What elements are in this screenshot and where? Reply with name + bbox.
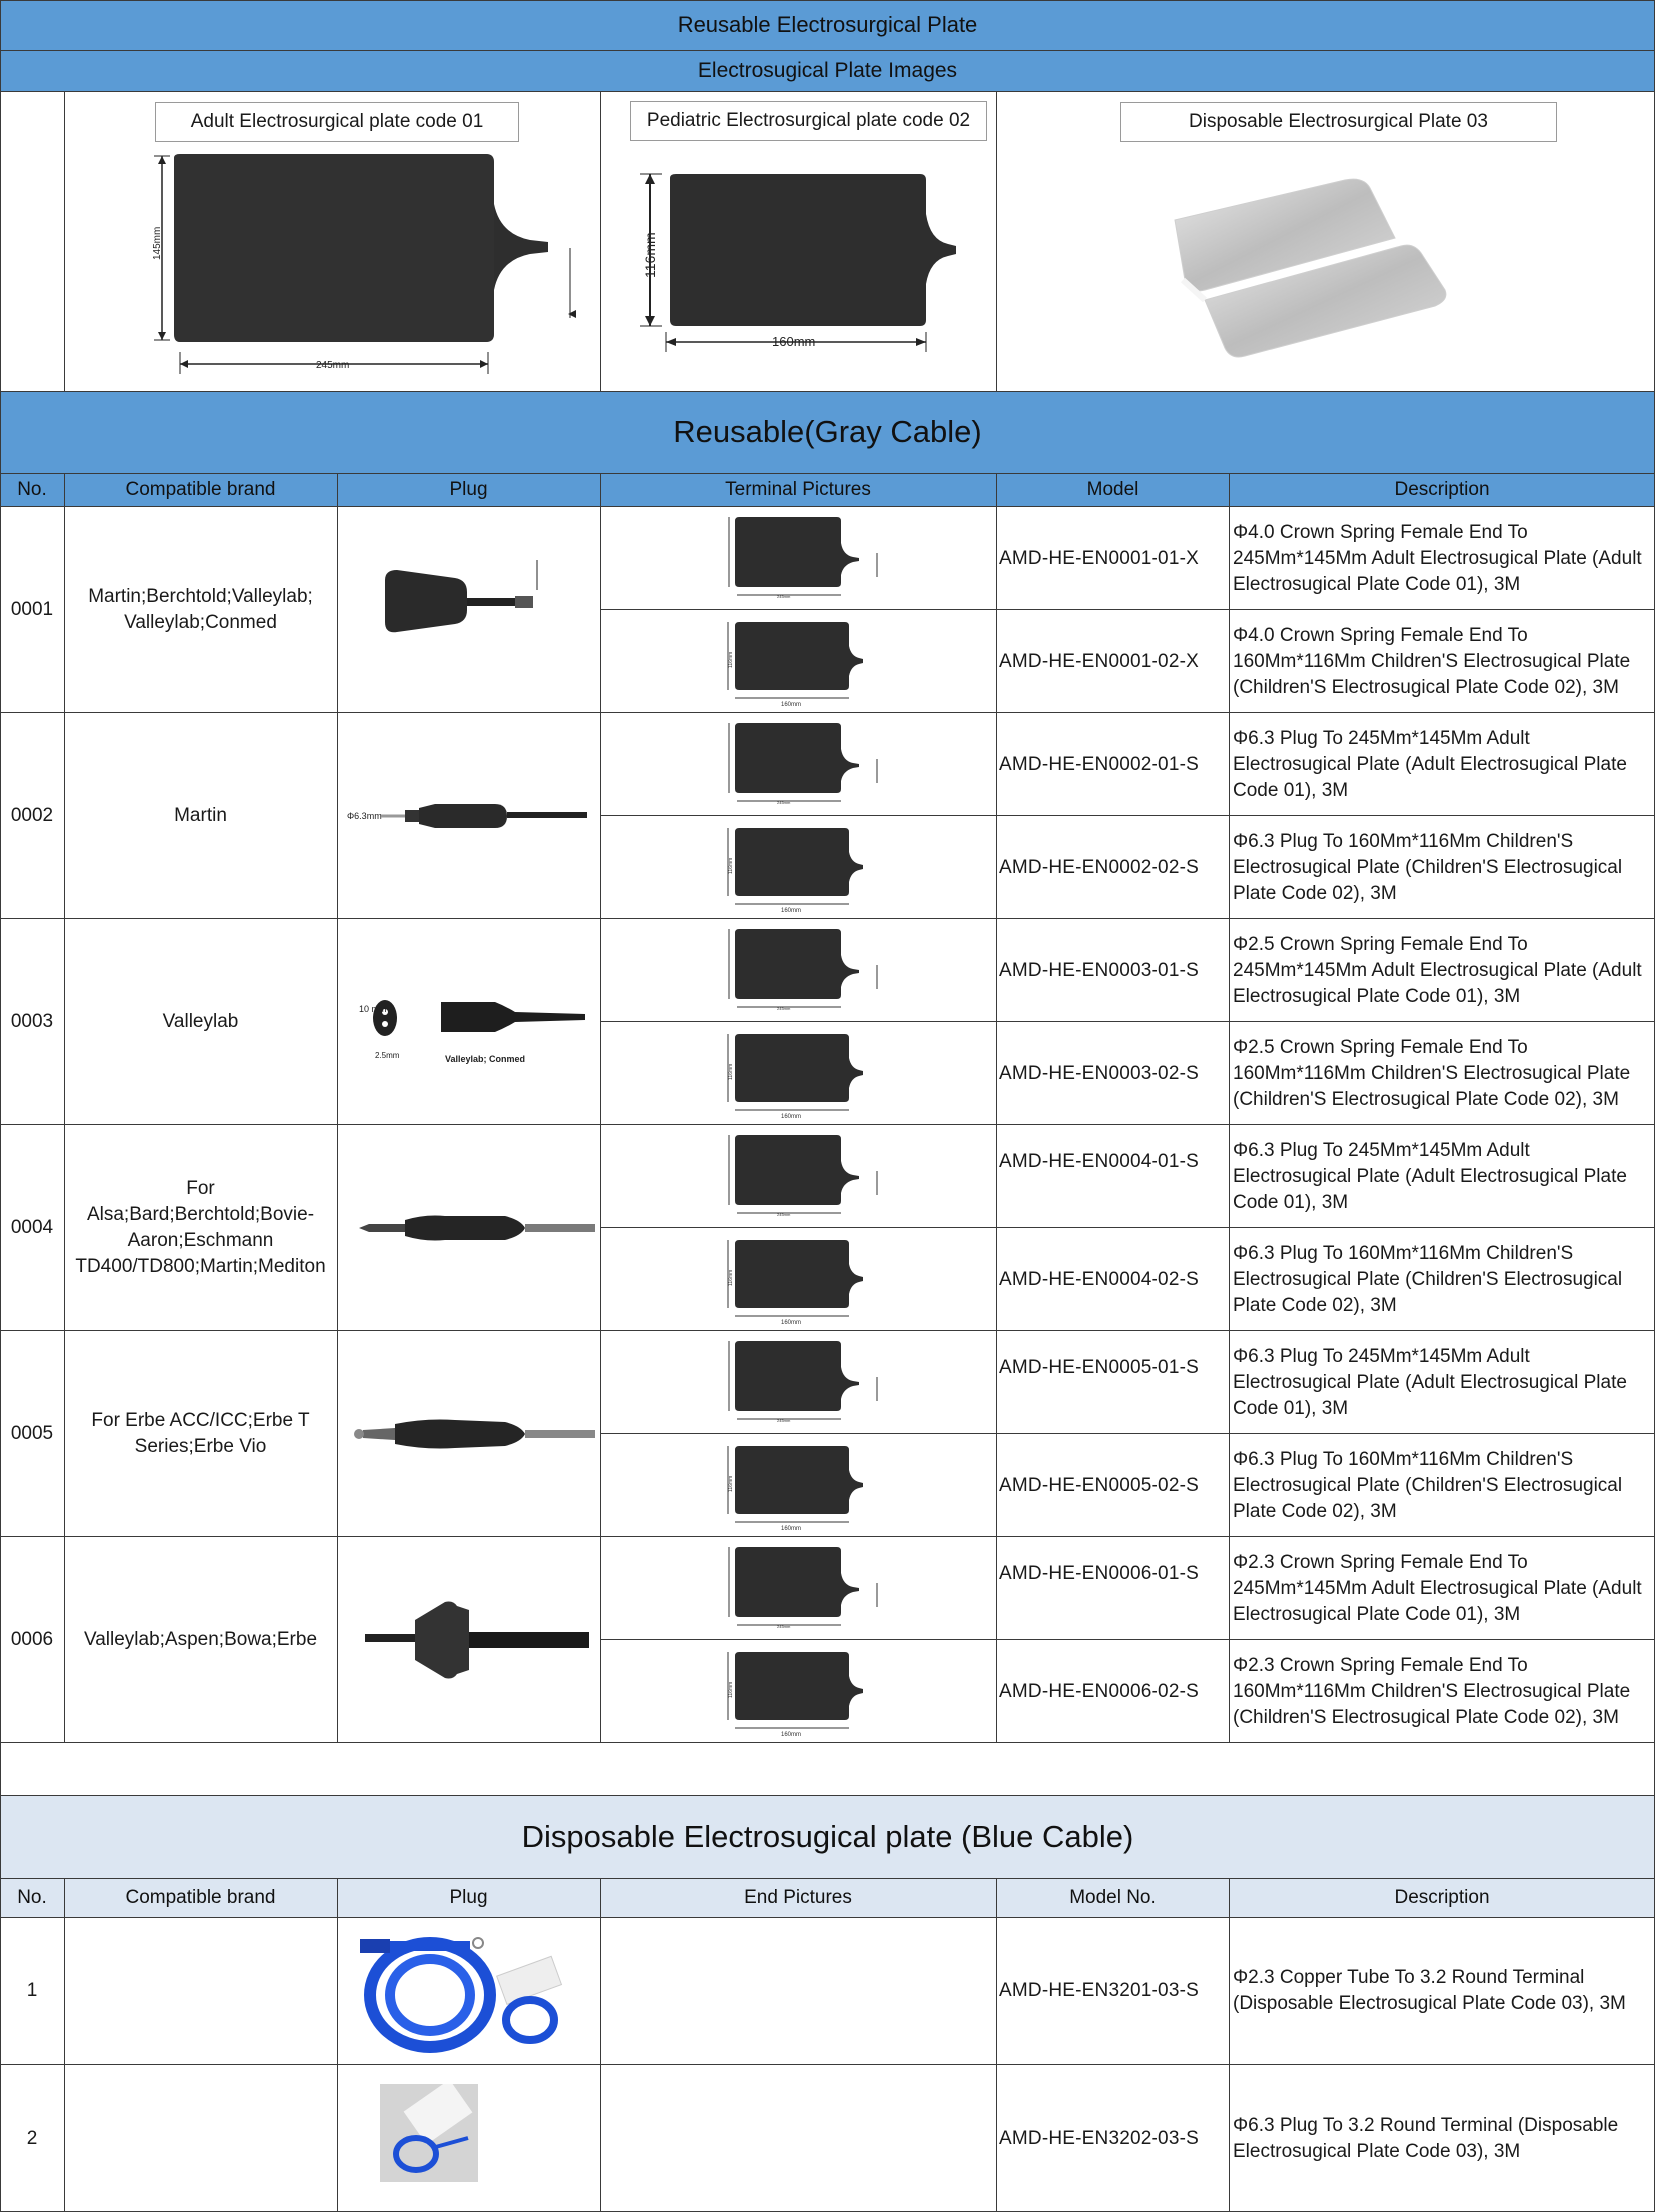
grid-line	[0, 1124, 1655, 1125]
grid-line	[600, 815, 1655, 816]
group-2-row-1-model: AMD-HE-EN0002-01-S	[999, 753, 1199, 775]
group-3-plug-image	[345, 962, 595, 1082]
images-title: Electrosugical Plate Images	[697, 59, 958, 82]
header-terminal-pictures: Terminal Pictures	[725, 479, 871, 500]
group-2-terminal-thumb-1	[725, 719, 885, 811]
grid-line	[64, 91, 65, 391]
grid-line	[0, 1330, 1655, 1331]
group-3-plug-label-3: Valleylab; Conmed	[445, 1054, 526, 1064]
grid-line	[600, 1639, 1655, 1640]
thumb-dim-w: 245mm	[777, 1212, 791, 1217]
thumb-dim-w2: 160mm	[781, 908, 802, 914]
grid-line	[64, 474, 65, 1743]
images-title-bar	[0, 51, 1655, 91]
thumb-dim-w: 245mm	[777, 1624, 791, 1629]
group-1-row-2-model: AMD-HE-EN0001-02-X	[999, 650, 1199, 672]
header-model: Model	[1086, 479, 1139, 500]
group-6-row-1-model: AMD-HE-EN0006-01-S	[999, 1563, 1199, 1584]
thumb-dim-w: 245mm	[777, 800, 791, 805]
d-header-model: Model No.	[1069, 1887, 1156, 1908]
blue-cable-plug-image	[350, 1925, 570, 2060]
thumb-dim-w2: 160mm	[781, 1114, 802, 1120]
grid-line	[996, 474, 997, 1743]
group-1-brand: Martin;Berchtold;Valleylab; Valleylab;Conmed	[88, 586, 313, 633]
grid-line	[0, 506, 1655, 507]
disposable-title: Disposable Electrosugical plate (Blue Cable)	[521, 1819, 1134, 1854]
group-5-brand: For Erbe ACC/ICC;Erbe T Series;Erbe Vio	[91, 1410, 310, 1457]
group-5-row-2-desc: Φ6.3 Plug To 160Mm*116Mm Children'S Electrosugical Plate (Children'S Electrosugical Plate Code 02), 3M	[1233, 1448, 1623, 1522]
header-plug: Plug	[449, 479, 488, 500]
group-2-plug-label: Φ6.3mm	[347, 811, 382, 821]
group-5-row-1-desc: Φ6.3 Plug To 245Mm*145Mm Adult Electrosugical Plate (Adult Electrosugical Plate Code 01), 3M	[1233, 1345, 1627, 1419]
grid-line	[337, 1879, 338, 2212]
group-1-terminal-thumb-2	[725, 616, 885, 708]
d-row-2-brand	[64, 2065, 337, 2212]
group-4-terminal-thumb-2	[725, 1234, 885, 1326]
thumb-dim-w2: 160mm	[781, 1526, 802, 1532]
main-title: Reusable Electrosurgical Plate	[677, 12, 978, 37]
group-1-row-1-model: AMD-HE-EN0001-01-X	[999, 547, 1199, 569]
thumb-dim-h: 116mm	[728, 1063, 734, 1080]
group-6-row-2-model: AMD-HE-EN0006-02-S	[999, 1680, 1199, 1702]
group-2-brand: Martin	[174, 805, 227, 826]
group-6-row-2-desc: Φ2.3 Crown Spring Female End To 160Mm*116Mm Children'S Electrosugical Plate (Children'S Electrosugical Plate Code 02), 3M	[1233, 1654, 1631, 1728]
thumb-dim-w: 245mm	[777, 594, 791, 599]
header-no: No.	[17, 479, 47, 500]
disposable-plate-label: Disposable Electrosurgical Plate 03	[1120, 102, 1557, 142]
group-4-plug-image	[345, 1168, 595, 1288]
group-3-row-2-model: AMD-HE-EN0003-02-S	[999, 1062, 1199, 1084]
reusable-title: Reusable(Gray Cable)	[673, 414, 982, 449]
pediatric-dim-height: 116mm	[642, 232, 658, 278]
grid-line	[337, 474, 338, 1743]
adult-dim-width: 245mm	[316, 360, 350, 371]
group-4-row-1-model: AMD-HE-EN0004-01-S	[999, 1151, 1199, 1172]
grid-line	[0, 0, 1, 2212]
grid-line	[0, 1917, 1655, 1918]
d-header-end-pictures: End Pictures	[744, 1887, 852, 1908]
group-4-terminal-thumb-1	[725, 1131, 885, 1223]
reusable-title-bar	[0, 391, 1655, 473]
thumb-dim-h: 116mm	[728, 651, 734, 668]
pediatric-dim-width: 160mm	[772, 334, 816, 349]
adult-plate-image	[150, 148, 590, 380]
group-6-row-1-desc: Φ2.3 Crown Spring Female End To 245Mm*145Mm Adult Electrosugical Plate (Adult Electrosugical Plate Code 01), 3M	[1233, 1551, 1642, 1625]
d-header-plug: Plug	[449, 1887, 488, 1908]
d-row-1-model: AMD-HE-EN3201-03-S	[999, 1980, 1199, 2001]
group-5-row-1-model: AMD-HE-EN0005-01-S	[999, 1357, 1199, 1378]
group-1-plug-image	[345, 550, 595, 670]
d-row-1-brand	[64, 1918, 337, 2064]
main-title-bar	[0, 0, 1655, 50]
pediatric-plate-label: Pediatric Electrosurgical plate code 02	[630, 101, 987, 141]
group-2-row-1-desc: Φ6.3 Plug To 245Mm*145Mm Adult Electrosugical Plate (Adult Electrosugical Plate Code 01), 3M	[1233, 727, 1627, 801]
group-6-terminal-thumb-1	[725, 1543, 885, 1635]
grid-line	[0, 1742, 1655, 1743]
thumb-dim-w: 245mm	[777, 1418, 791, 1423]
grid-line	[600, 609, 1655, 610]
grid-line	[0, 473, 1655, 474]
group-5-terminal-thumb-1	[725, 1337, 885, 1429]
disposable-title-bar	[0, 1796, 1655, 1878]
group-6-brand: Valleylab;Aspen;Bowa;Erbe	[83, 1629, 318, 1650]
grid-line	[1229, 1879, 1230, 2212]
group-2-row-2-model: AMD-HE-EN0002-02-S	[999, 856, 1199, 878]
group-5-no: 0005	[10, 1423, 54, 1444]
grid-line	[0, 91, 1655, 92]
blue-cable-plug-image-2	[380, 2084, 480, 2182]
grid-line	[600, 1433, 1655, 1434]
grid-line	[600, 474, 601, 1743]
group-3-brand: Valleylab	[162, 1011, 239, 1032]
thumb-dim-w: 245mm	[777, 1006, 791, 1011]
d-header-description: Description	[1394, 1887, 1490, 1908]
group-6-terminal-thumb-2	[725, 1646, 885, 1738]
group-2-no: 0002	[10, 805, 54, 826]
grid-line	[0, 391, 1655, 392]
d-row-2-desc: Φ6.3 Plug To 3.2 Round Terminal (Disposable Electrosugical Plate Code 03), 3M	[1233, 2114, 1619, 2162]
d-row-2-model: AMD-HE-EN3202-03-S	[999, 2127, 1199, 2149]
thumb-dim-w2: 160mm	[781, 1732, 802, 1738]
group-3-row-1-desc: Φ2.5 Crown Spring Female End To 245Mm*145Mm Adult Electrosugical Plate (Adult Electrosugical Plate Code 01), 3M	[1233, 933, 1642, 1007]
d-header-brand: Compatible brand	[125, 1887, 276, 1908]
thumb-dim-h: 116mm	[728, 857, 734, 874]
thumb-dim-h: 116mm	[728, 1681, 734, 1698]
grid-line	[0, 712, 1655, 713]
thumb-dim-w2: 160mm	[781, 702, 802, 708]
group-3-plug-label-2: 2.5mm	[375, 1051, 400, 1060]
grid-line	[600, 91, 601, 391]
group-5-row-2-model: AMD-HE-EN0005-02-S	[999, 1474, 1199, 1496]
pediatric-plate-image	[630, 166, 970, 356]
grid-line	[1229, 474, 1230, 1743]
group-3-plug-label-1: 10 mm	[359, 1004, 387, 1014]
grid-line	[0, 1536, 1655, 1537]
group-3-terminal-thumb-2	[725, 1028, 885, 1120]
group-4-no: 0004	[10, 1217, 54, 1238]
group-4-row-2-desc: Φ6.3 Plug To 160Mm*116Mm Children'S Electrosugical Plate (Children'S Electrosugical Plate Code 02), 3M	[1233, 1242, 1623, 1316]
grid-line	[0, 1795, 1655, 1796]
thumb-dim-h: 116mm	[728, 1269, 734, 1286]
disposable-header-row	[0, 1879, 1655, 1917]
grid-line	[996, 1879, 997, 2212]
header-description: Description	[1394, 479, 1490, 500]
group-5-terminal-thumb-2	[725, 1440, 885, 1532]
grid-line	[0, 0, 1655, 1]
grid-line	[600, 1021, 1655, 1022]
group-2-plug-image	[345, 756, 595, 876]
group-3-no: 0003	[10, 1011, 54, 1032]
grid-line	[64, 1879, 65, 2212]
group-3-row-2-desc: Φ2.5 Crown Spring Female End To 160Mm*116Mm Children'S Electrosugical Plate (Children'S Electrosugical Plate Code 02), 3M	[1233, 1036, 1631, 1110]
group-6-plug-image	[345, 1580, 595, 1700]
group-4-row-2-model: AMD-HE-EN0004-02-S	[999, 1268, 1199, 1290]
thumb-dim-w2: 160mm	[781, 1320, 802, 1326]
grid-line	[0, 50, 1655, 51]
grid-line	[0, 2064, 1655, 2065]
header-brand: Compatible brand	[125, 479, 276, 500]
group-1-row-2-desc: Φ4.0 Crown Spring Female End To 160Mm*116Mm Children'S Electrosugical Plate (Children'S Electrosugical Plate Code 02), 3M	[1233, 624, 1631, 698]
thumb-dim-h: 116mm	[728, 1475, 734, 1492]
adult-dim-height: 145mm	[152, 226, 163, 260]
adult-plate-label: Adult Electrosurgical plate code 01	[155, 102, 519, 142]
grid-line	[600, 1227, 1655, 1228]
d-row-2-no: 2	[26, 2127, 38, 2149]
group-5-plug-image	[345, 1374, 595, 1494]
group-3-terminal-thumb-1	[725, 925, 885, 1017]
grid-line	[0, 1878, 1655, 1879]
group-6-no: 0006	[10, 1629, 54, 1650]
group-1-no: 0001	[10, 599, 54, 620]
d-header-no: No.	[17, 1887, 47, 1908]
reusable-header-row	[0, 474, 1655, 506]
group-1-row-1-desc: Φ4.0 Crown Spring Female End To 245Mm*145Mm Adult Electrosugical Plate (Adult Electrosugical Plate Code 01), 3M	[1233, 521, 1642, 595]
group-4-row-1-desc: Φ6.3 Plug To 245Mm*145Mm Adult Electrosugical Plate (Adult Electrosugical Plate Code 01), 3M	[1233, 1139, 1627, 1213]
group-2-row-2-desc: Φ6.3 Plug To 160Mm*116Mm Children'S Electrosugical Plate (Children'S Electrosugical Plate Code 02), 3M	[1233, 830, 1623, 904]
grid-line	[600, 1879, 601, 2212]
grid-line	[0, 918, 1655, 919]
d-row-1-no: 1	[26, 1980, 38, 2001]
disposable-plate-image	[1165, 160, 1505, 360]
group-2-terminal-thumb-2	[725, 822, 885, 914]
d-row-1-desc: Φ2.3 Copper Tube To 3.2 Round Terminal (Disposable Electrosugical Plate Code 03), 3M	[1233, 1967, 1626, 2014]
group-4-brand: For Alsa;Bard;Berchtold;Bovie-Aaron;Eschmann TD400/TD800;Martin;Mediton	[75, 1178, 326, 1277]
group-3-row-1-model: AMD-HE-EN0003-01-S	[999, 959, 1199, 981]
grid-line	[996, 91, 997, 391]
group-1-terminal-thumb-1	[725, 513, 885, 605]
